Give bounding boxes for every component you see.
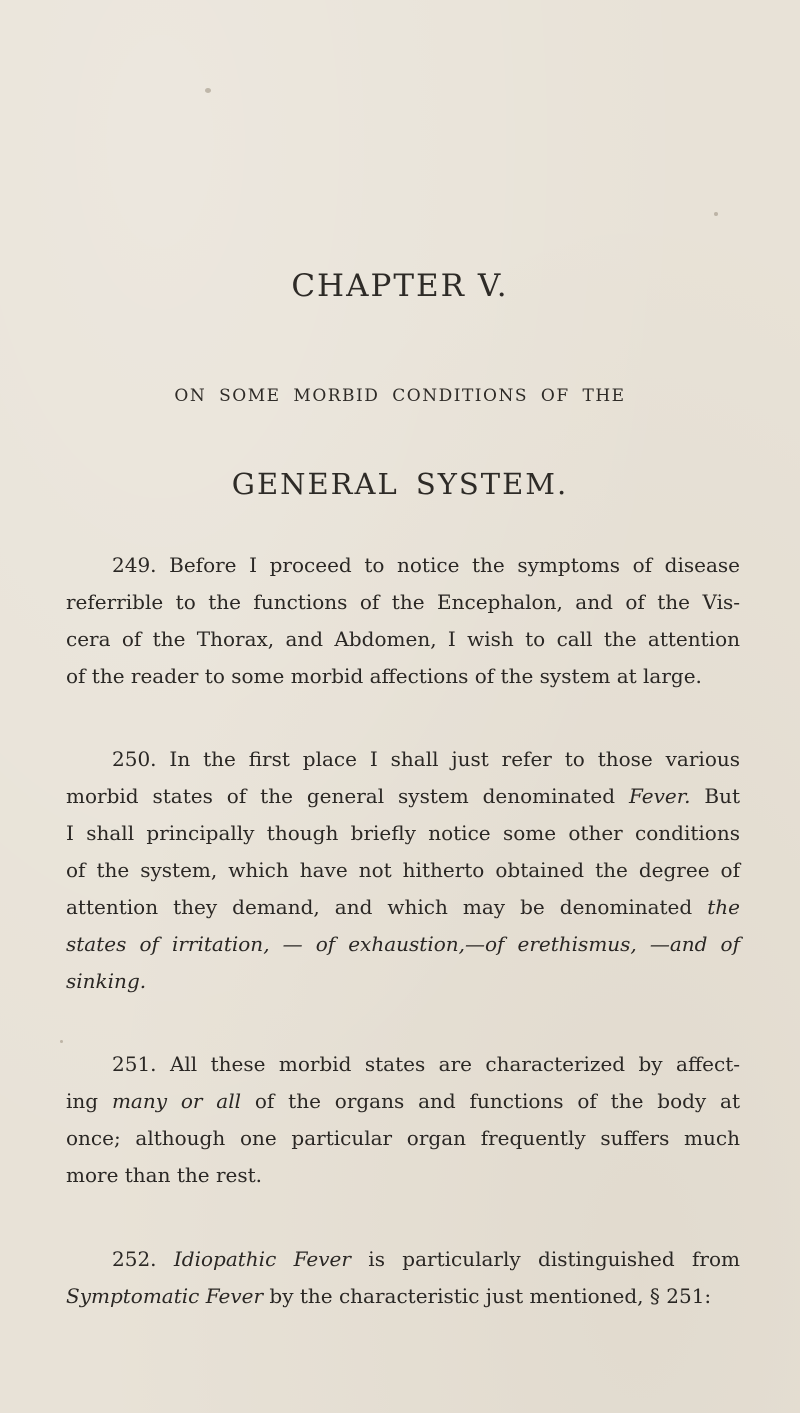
p252-line1-rest: is particularly distinguished from (368, 1247, 740, 1271)
p251-line4: more than the rest. (66, 1163, 263, 1187)
chapter-heading: CHAPTER V. (291, 268, 509, 304)
p249-line3: cera of the Thorax, and Abdomen, I wish to call the attention (66, 627, 740, 651)
chapter-subtitle-line2: GENERAL SYSTEM. (231, 467, 569, 501)
p249-line2: referrible to the functions of the Encephalon, and of the Vis- (66, 590, 740, 614)
p252-line2 (66, 1281, 740, 1311)
p250-line6: states of irritation, — of exhaustion,—of erethismus, —and of (66, 932, 740, 956)
p251-ing: ing (66, 1089, 99, 1113)
p250-line3: I shall principally though briefly notice some other conditions (66, 821, 740, 845)
p250-fever-term: Fever. (628, 784, 691, 808)
p252-number: 252. (112, 1247, 157, 1271)
p250-line5-text: attention they demand, and which may be denominated (66, 895, 693, 919)
p251-line3: once; although one particular organ frequently suffers much (66, 1126, 740, 1150)
p249-line1: 249. Before I proceed to notice the symptoms of disease (112, 553, 740, 577)
p250-line7: sinking. (66, 969, 147, 993)
p250-but: But (704, 784, 741, 808)
p252-idiopathic-fever: Idiopathic Fever (173, 1247, 351, 1271)
p251-line2 (66, 1086, 740, 1116)
chapter-subtitle-line1: ON SOME MORBID CONDITIONS OF THE (174, 386, 626, 406)
p252-line2-rest: by the characteristic just mentioned, § 251: (269, 1284, 712, 1308)
p251-line1: 251. All these morbid states are characterized by affect- (112, 1052, 740, 1076)
p251-many-or-all: many or all (111, 1089, 242, 1113)
p252-line1 (112, 1244, 740, 1274)
p249-line4: of the reader to some morbid affections of the system at large. (66, 664, 702, 688)
p250-line4: of the system, which have not hitherto obtained the degree of (66, 858, 740, 882)
p250-line2 (66, 781, 740, 811)
p250-line2-text: morbid states of the general system denominated (66, 784, 616, 808)
p250-line1: 250. In the first place I shall just refer to those various (112, 747, 740, 771)
p250-the: the (707, 895, 740, 919)
p251-line2-rest: of the organs and functions of the body at (254, 1089, 741, 1113)
p250-line5 (66, 892, 740, 922)
p252-symptomatic-fever: Symptomatic Fever (66, 1284, 264, 1308)
